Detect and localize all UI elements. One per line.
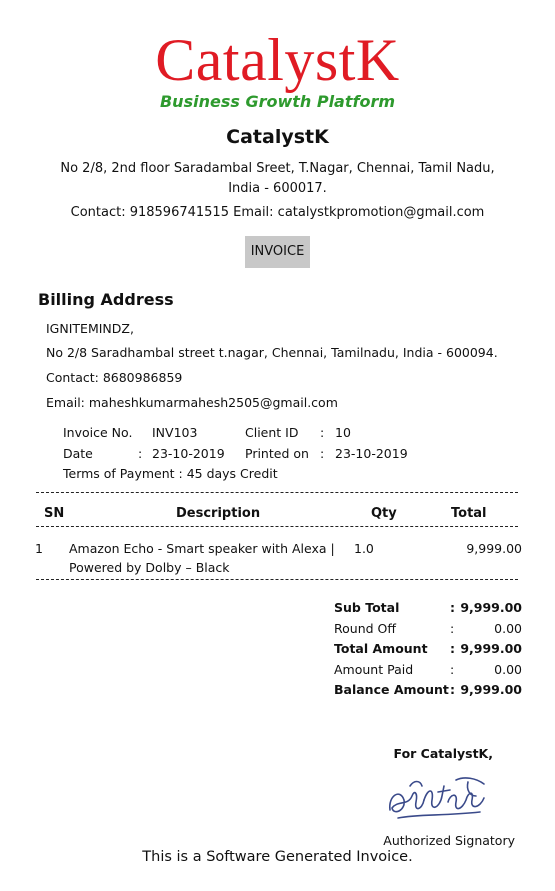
date-colon: : (138, 446, 143, 461)
sub-total-value: 9,999.00 (460, 600, 522, 615)
table-divider-top (36, 492, 518, 493)
client-id-colon: : (320, 425, 325, 440)
sub-total-label: Sub Total (334, 600, 400, 615)
round-off-value: 0.00 (494, 621, 522, 636)
printed-colon: : (320, 446, 325, 461)
authorized-signatory: Authorized Signatory (383, 833, 515, 848)
printed-value: 23-10-2019 (335, 446, 408, 461)
invoice-button[interactable]: INVOICE (245, 236, 310, 268)
printed-label: Printed on (245, 446, 309, 461)
invoice-no-value: INV103 (152, 425, 198, 440)
sub-total-colon: : (450, 600, 455, 615)
row-total: 9,999.00 (466, 541, 522, 556)
amount-paid-label: Amount Paid (334, 662, 414, 677)
table-divider-bottom (36, 579, 518, 580)
billing-name: IGNITEMINDZ, (46, 321, 134, 336)
total-amount-colon: : (450, 641, 455, 656)
row-description-line1: Amazon Echo - Smart speaker with Alexa | (69, 541, 335, 556)
company-name: CatalystK (226, 126, 329, 148)
company-address: No 2/8, 2nd floor Saradambal Sreet, T.Nagar, Chennai, Tamil Nadu, India - 600017. (60, 161, 495, 196)
balance-amount-label: Balance Amount (334, 682, 449, 697)
total-amount-value: 9,999.00 (460, 641, 522, 656)
billing-address-title: Billing Address (38, 290, 174, 309)
header-description: Description (176, 506, 261, 521)
company-contact: Contact: 918596741515 Email: catalystkpromotion@gmail.com (70, 205, 485, 220)
row-sn: 1 (35, 541, 43, 556)
client-id-label: Client ID (245, 425, 299, 440)
balance-amount-colon: : (450, 682, 455, 697)
header-qty: Qty (371, 506, 397, 521)
payment-terms: Terms of Payment : 45 days Credit (63, 466, 278, 481)
table-divider-header (36, 526, 518, 527)
header-sn: SN (44, 506, 65, 521)
billing-email: Email: maheshkumarmahesh2505@gmail.com (46, 395, 338, 410)
row-description-line2: Powered by Dolby – Black (69, 560, 230, 575)
header-total: Total (451, 506, 487, 521)
date-value: 23-10-2019 (152, 446, 225, 461)
invoice-no-label: Invoice No. (63, 425, 133, 440)
billing-address: No 2/8 Saradhambal street t.nagar, Chennai, Tamilnadu, India - 600094. (46, 345, 498, 360)
total-amount-label: Total Amount (334, 641, 428, 656)
date-label: Date (63, 446, 93, 461)
balance-amount-value: 9,999.00 (460, 682, 522, 697)
round-off-colon: : (450, 621, 455, 636)
client-id-value: 10 (335, 425, 351, 440)
amount-paid-colon: : (450, 662, 455, 677)
row-qty: 1.0 (354, 541, 374, 556)
amount-paid-value: 0.00 (494, 662, 522, 677)
signature-image (384, 766, 494, 826)
for-company: For CatalystK, (393, 746, 493, 761)
company-logo: CatalystK (155, 27, 400, 93)
billing-contact: Contact: 8680986859 (46, 370, 183, 385)
logo-tagline: Business Growth Platform (159, 92, 396, 111)
round-off-label: Round Off (334, 621, 396, 636)
footer-note: This is a Software Generated Invoice. (142, 849, 413, 865)
